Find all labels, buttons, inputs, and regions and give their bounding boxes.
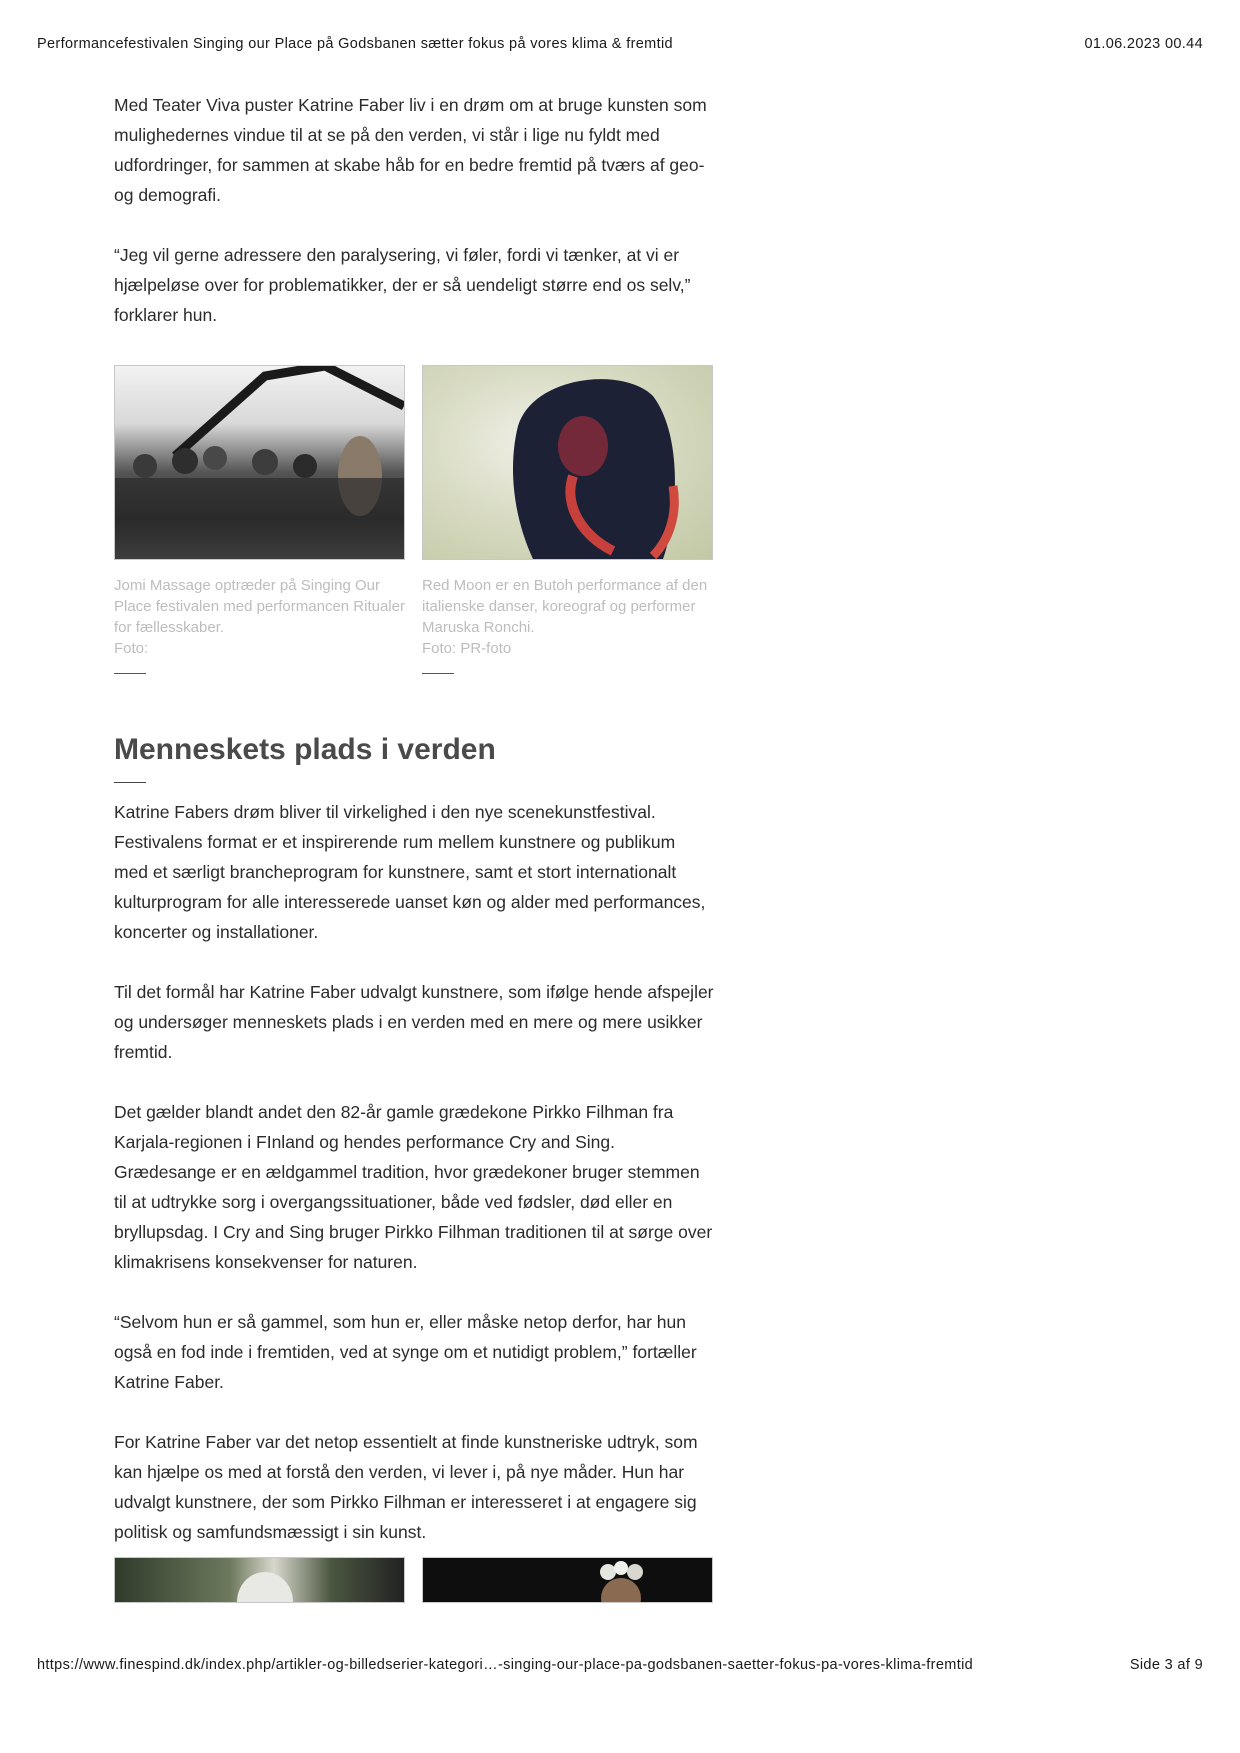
caption-credit: Foto: [114,640,149,657]
paragraph: Katrine Fabers drøm bliver til virkelighed i den nye scenekunstfestival. Festivalens format er et inspirerende rum mellem kunstnere og publikum med et særligt brancheprogram for kunstnere, samt et stort internationalt kulturprogram for alle interesserede uanset køn og alder med performances, koncerter og installationer. [114,802,706,942]
paragraph: “Jeg vil gerne adressere den paralysering, vi føler, fordi vi tænker, at vi er hjælpeløse over for problematikker, der er så uendeligt større end os selv,” forklarer hun. [114,245,691,325]
caption-text: Jomi Massage optræder på Singing Our Place festivalen med performancen Ritualer for fællesskaber. [114,577,405,636]
photo-jomi-massage[interactable] [114,365,405,560]
paragraph: Det gælder blandt andet den 82-år gamle grædekone Pirkko Filhman fra Karjala-regionen i FInland og hendes performance Cry and Sing. Grædesange er en ældgammel tradition, hvor grædekoner bruger stemmen til at udtrykke sorg i overgangssituationer, både ved fødsler, død eller en bryllupsdag. I Cry and Sing bruger Pirkko Filhman traditionen til at sørge over klimakrisens konsekvenser for naturen. [114,1102,713,1272]
figure-row [114,365,714,674]
caption-divider [422,673,454,674]
photo-cropped[interactable] [422,1557,713,1603]
figure-caption [422,575,713,659]
print-header-title: Performancefestivalen Singing our Place på Godsbanen sætter fokus på vores klima & fremtid [37,36,673,52]
caption-divider [114,673,146,674]
print-header [37,36,1203,52]
figure-red-moon [422,365,713,674]
paragraph: For Katrine Faber var det netop essentielt at finde kunstneriske udtryk, som kan hjælpe os med at forstå den verden, vi lever i, på nye måder. Hun har udvalgt kunstnere, der som Pirkko Filhman er interesseret i at engagere sig politisk og samfundsmæssigt i sin kunst. [114,1432,698,1542]
photo-red-moon[interactable] [422,365,713,560]
photo-cropped[interactable] [114,1557,405,1603]
print-footer-page-number: Side 3 af 9 [1129,1657,1203,1673]
heading-divider [114,782,146,783]
section-heading: Menneskets plads i verden [114,733,496,766]
figure-row-bottom [114,1557,714,1603]
print-header-datetime: 01.06.2023 00.44 [1084,36,1203,52]
figure-ritualer [114,365,405,674]
print-footer [37,1657,1203,1673]
caption-text: Red Moon er en Butoh performance af den italienske danser, koreograf og performer Maruska Ronchi. [422,577,708,636]
paragraph: Med Teater Viva puster Katrine Faber liv i en drøm om at bruge kunsten som mulighedernes vindue til at se på den verden, vi står i lige nu fyldt med udfordringer, for sammen at skabe håb for en bedre fremtid på tværs af geo- og demografi. [114,95,707,205]
caption-credit: Foto: PR-foto [422,640,512,657]
figure-caption [114,575,405,659]
paragraph: “Selvom hun er så gammel, som hun er, eller måske netop derfor, har hun også en fod inde i fremtiden, ved at synge om et nutidigt problem,” fortæller Katrine Faber. [114,1312,697,1392]
article-body [114,90,714,1603]
print-footer-url[interactable]: https://www.finespind.dk/index.php/artikler-og-billedserier-kategori…-singing-our-place-pa-godsbanen-saetter-fokus-pa-vores-klima-fremtid [37,1657,974,1673]
paragraph: Til det formål har Katrine Faber udvalgt kunstnere, som ifølge hende afspejler og undersøger menneskets plads i en verden med en mere og mere usikker fremtid. [114,982,714,1062]
